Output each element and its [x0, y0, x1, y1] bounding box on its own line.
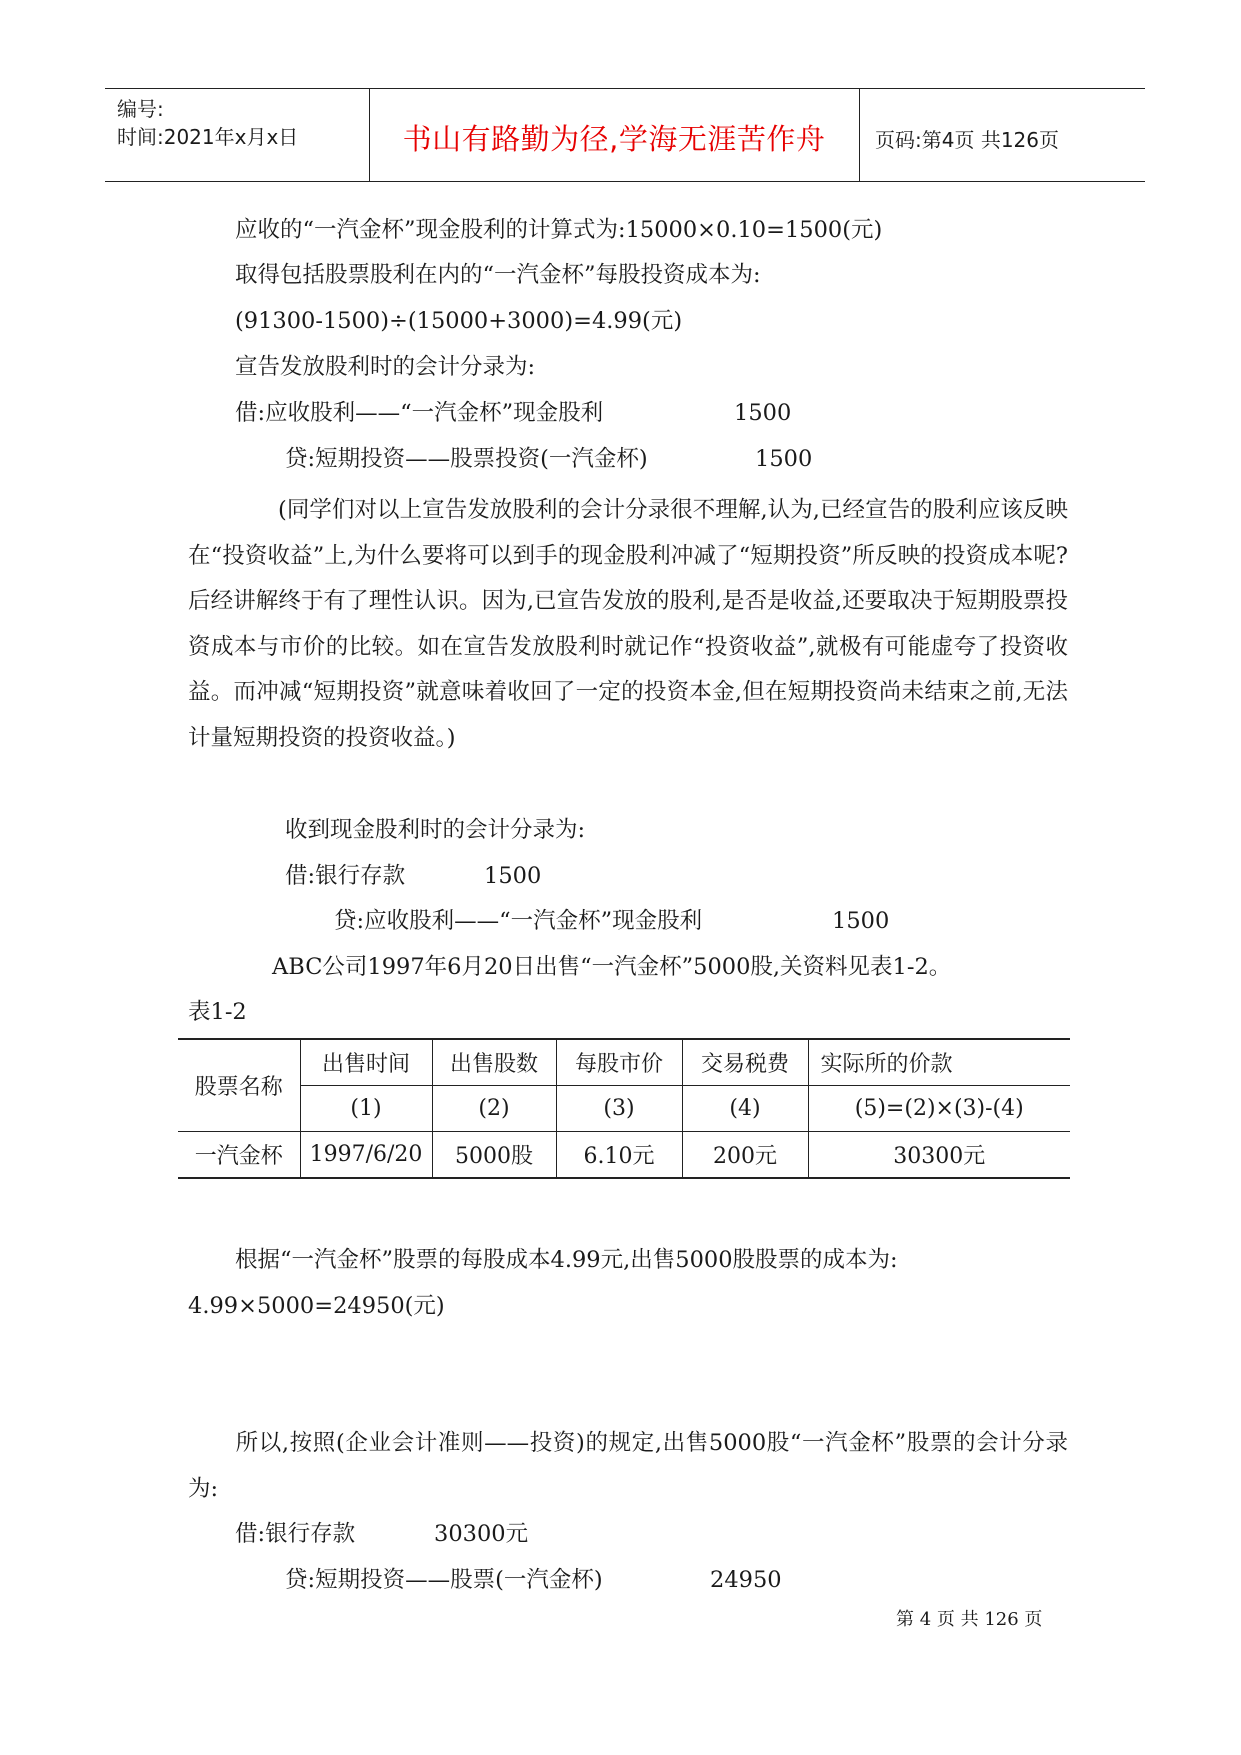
header-page-number: 页码:第4页 共126页: [875, 128, 1059, 152]
header-divider: [859, 89, 860, 181]
table-header-cell: 每股市价: [556, 1039, 682, 1086]
header-motto: 书山有路勤为径,学海无涯苦作舟: [402, 122, 826, 156]
table-code-cell: (4): [682, 1086, 808, 1132]
conclusion-paragraph: 所以,按照(企业会计准则——投资)的规定,出售5000股“一汽金杯”股票的会计分录为:: [188, 1430, 1068, 1502]
journal-entry-amount: 1500: [734, 400, 792, 426]
table-header-cell: 出售股数: [432, 1039, 556, 1086]
table-cell: 200元: [682, 1132, 808, 1179]
table-code-cell: (3): [556, 1086, 682, 1132]
table-row: [178, 1132, 1070, 1179]
text-line: 取得包括股票股利在内的“一汽金杯”每股投资成本为:: [235, 262, 761, 288]
journal-entry-credit: 贷:短期投资——股票投资(一汽金杯): [285, 446, 648, 472]
text-line: ABC公司1997年6月20日出售“一汽金杯”5000股,关资料见表1-2。: [272, 954, 952, 980]
table-row-header: 股票名称: [178, 1039, 300, 1132]
table-cell: 1997/6/20: [300, 1132, 432, 1179]
explanation-paragraph: (同学们对以上宣告发放股利的会计分录很不理解,认为,已经宣告的股利应该反映在“投资收益”上,为什么要将可以到手的现金股利冲减了“短期投资”所反映的投资成本呢?后经讲解终于有了理性认识。因为,已宣告发放的股利,是否是收益,还要取决于短期股票投资成本与市价的比较。如在宣告发放股利时就记作“投资收益”,就极有可能虚夸了投资收益。而冲减“短期投资”就意味着收回了一定的投资本金,但在短期投资尚未结束之前,无法计量短期投资的投资收益。): [188, 497, 1068, 751]
table-cell: 5000股: [432, 1132, 556, 1179]
table-header-cell: 实际所的价款: [808, 1039, 1070, 1086]
table-cell: 6.10元: [556, 1132, 682, 1179]
text-line: 宣告发放股利时的会计分录为:: [235, 354, 536, 380]
table-code-cell: (2): [432, 1086, 556, 1132]
journal-entry-credit: 贷:应收股利——“一汽金杯”现金股利: [334, 908, 703, 934]
table-code-cell: (5)=(2)×(3)-(4): [808, 1086, 1070, 1132]
document-time-label: 时间:2021年x月x日: [117, 125, 299, 149]
document-number-label: 编号:: [117, 97, 164, 121]
table-cell: 一汽金杯: [178, 1132, 300, 1179]
table-row: [178, 1039, 1070, 1086]
text-line: 根据“一汽金杯”股票的每股成本4.99元,出售5000股股票的成本为:: [235, 1247, 898, 1273]
table-header-cell: 出售时间: [300, 1039, 432, 1086]
table-row: [178, 1086, 1070, 1132]
table-caption: 表1-2: [188, 999, 247, 1025]
journal-entry-debit: 借:应收股利——“一汽金杯”现金股利: [235, 400, 604, 426]
journal-entry-amount: 30300元: [434, 1521, 529, 1547]
journal-entry-debit: 借:银行存款: [235, 1521, 356, 1547]
text-line: (91300-1500)÷(15000+3000)=4.99(元): [235, 308, 683, 334]
header-meta: [117, 95, 298, 151]
journal-entry-amount: 1500: [755, 446, 813, 472]
text-line: 应收的“一汽金杯”现金股利的计算式为:15000×0.10=1500(元): [235, 217, 883, 243]
table-header-cell: 交易税费: [682, 1039, 808, 1086]
text-line: 收到现金股利时的会计分录为:: [285, 817, 586, 843]
journal-entry-amount: 1500: [832, 908, 890, 934]
journal-entry-amount: 24950: [710, 1567, 782, 1593]
journal-entry-credit: 贷:短期投资——股票(一汽金杯): [285, 1567, 603, 1593]
table-cell: 30300元: [808, 1132, 1070, 1179]
table-code-cell: (1): [300, 1086, 432, 1132]
sale-data-table: [178, 1038, 1070, 1179]
journal-entry-debit: 借:银行存款: [285, 863, 406, 889]
text-line: 4.99×5000=24950(元): [188, 1293, 445, 1319]
page-header: [105, 88, 1145, 182]
journal-entry-amount: 1500: [484, 863, 542, 889]
page-footer-number: 第 4 页 共 126 页: [896, 1609, 1043, 1630]
